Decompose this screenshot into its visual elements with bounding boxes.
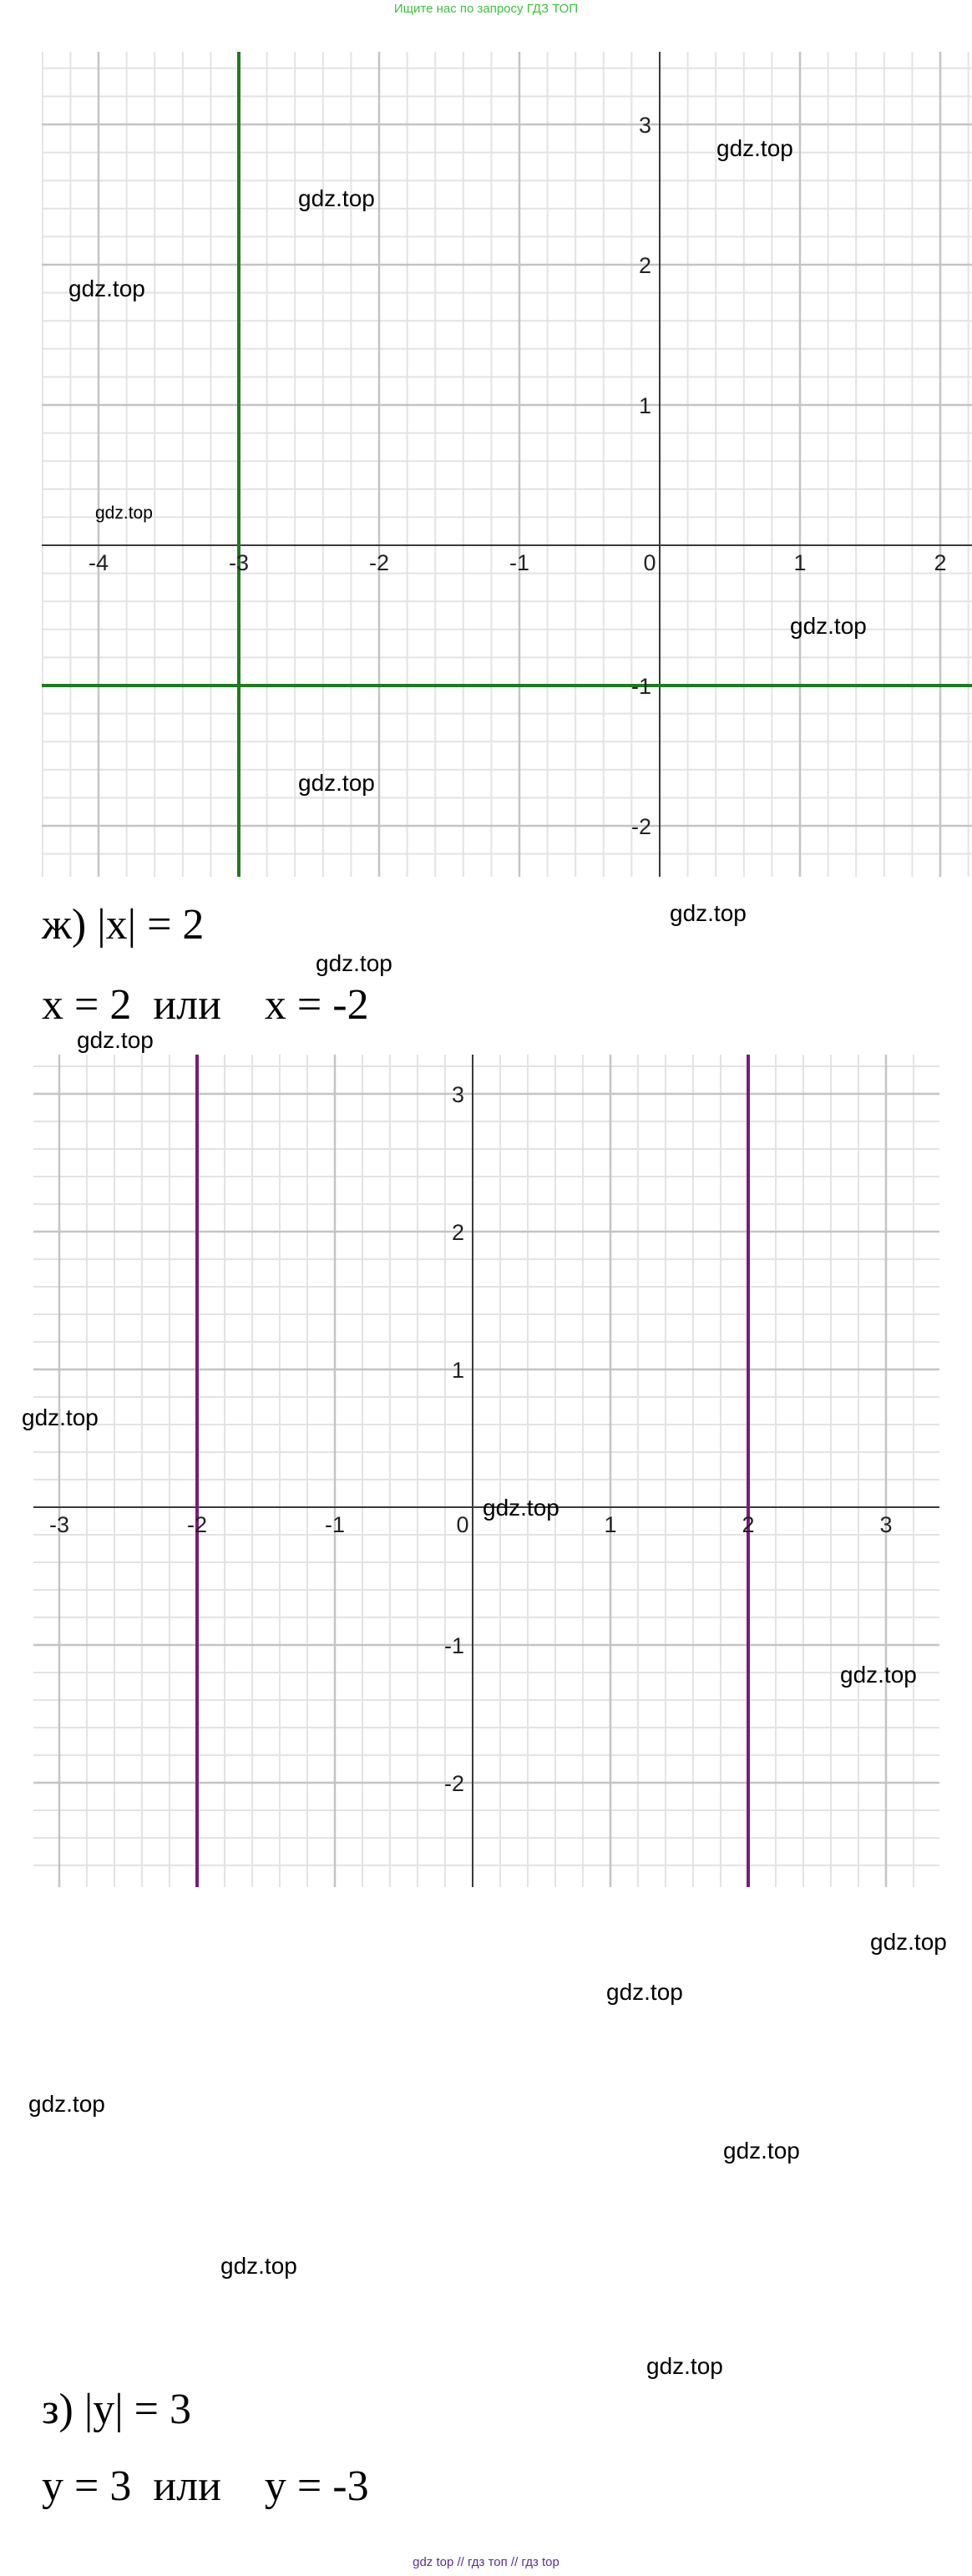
header-search-hint-link[interactable]: Ищите нас по запросу ГДЗ ТОП	[393, 2, 579, 16]
task-zh-title: ж) |x| = 2	[42, 901, 205, 949]
x-tick-label: -1	[324, 1512, 346, 1537]
watermark: gdz.top	[298, 770, 375, 796]
watermark: gdz.top	[840, 1662, 917, 1688]
x-tick-label: -3	[228, 550, 250, 575]
x-tick-label: 2	[934, 550, 947, 575]
watermark: gdz.top	[77, 1027, 154, 1053]
x-tick-label: 1	[604, 1512, 617, 1537]
watermark: gdz.top	[22, 1404, 99, 1430]
x-tick-label: 1	[793, 550, 807, 575]
y-tick-label: 1	[451, 1358, 464, 1383]
watermark: gdz.top	[68, 276, 145, 301]
y-tick-label: -1	[630, 674, 651, 699]
footer-links[interactable]: gdz top // гдз топ // гдз top	[413, 2555, 559, 2569]
watermark: gdz.top	[298, 185, 375, 211]
watermark: gdz.top	[646, 2353, 723, 2379]
y-tick-label: 2	[451, 1220, 464, 1245]
watermark: gdz.top	[606, 1979, 683, 2005]
y-tick-label: 3	[451, 1082, 464, 1107]
x-tick-label: -4	[88, 550, 109, 575]
watermark: gdz.top	[870, 1929, 947, 1955]
watermark: gdz.top	[95, 504, 153, 523]
watermark: gdz.top	[716, 135, 793, 161]
y-tick-label: -2	[630, 814, 651, 839]
x-tick-label: 0	[643, 550, 656, 575]
watermark: gdz.top	[670, 900, 747, 926]
watermark: gdz.top	[220, 2253, 297, 2279]
x-tick-label: -1	[509, 550, 530, 575]
graph-2	[33, 1055, 939, 1888]
watermark: gdz.top	[723, 2138, 800, 2164]
watermark: gdz.top	[483, 1495, 559, 1521]
y-tick-label: -1	[443, 1633, 464, 1658]
x-tick-label: 0	[456, 1512, 469, 1537]
x-tick-label: -3	[48, 1512, 70, 1537]
task-z-title: з) |y| = 3	[42, 2386, 192, 2433]
x-tick-label: 2	[742, 1512, 755, 1537]
y-tick-label: 1	[638, 393, 651, 418]
x-tick-label: -2	[186, 1512, 208, 1537]
x-tick-label: 3	[879, 1512, 893, 1537]
x-tick-label: -2	[368, 550, 390, 575]
y-tick-label: -2	[443, 1771, 464, 1796]
task-z-solution: y = 3 или y = -3	[42, 2462, 369, 2510]
y-tick-label: 3	[638, 113, 651, 138]
watermark: gdz.top	[28, 2091, 105, 2117]
watermark: gdz.top	[316, 950, 392, 976]
watermark: gdz.top	[790, 613, 867, 639]
task-zh-solution: x = 2 или x = -2	[42, 981, 369, 1029]
graph-1	[42, 52, 972, 880]
y-tick-label: 2	[638, 253, 651, 278]
